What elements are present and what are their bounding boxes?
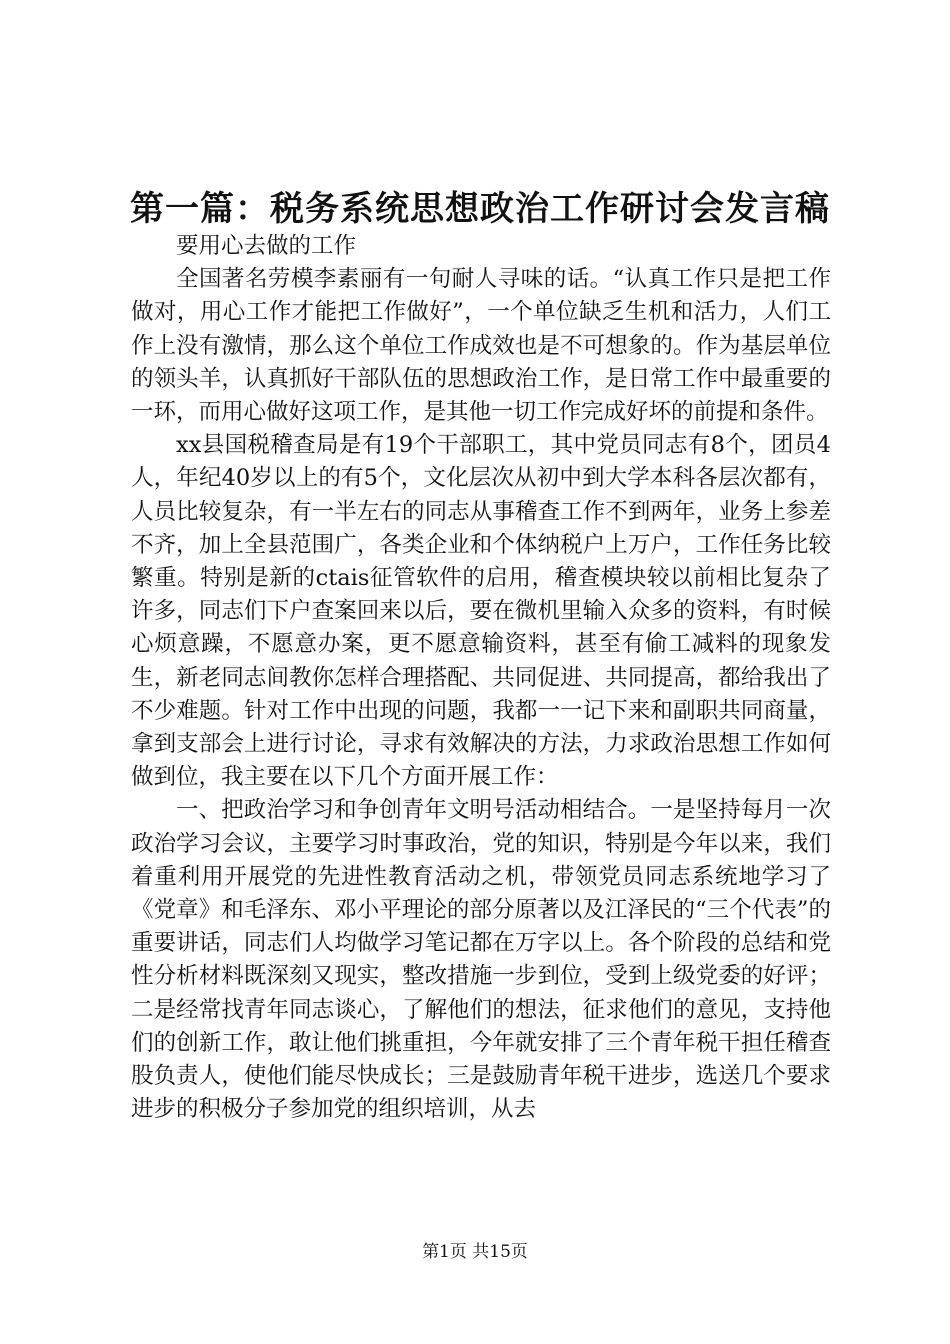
body-paragraph: 全国著名劳模李素丽有一句耐人寻味的话。“认真工作只是把工作做对，用心工作才能把工作做好”，一个单位缺乏生机和活力，人们工作上没有激情，那么这个单位工作成效也是不可想象的。作为基层单位的领头羊，认真抓好干部队伍的思想政治工作，是日常工作中最重要的一环，而用心做好这项工作，是其他一切工作完成好坏的前提和条件。 <box>131 266 831 426</box>
document-subtitle: 要用心去做的工作 <box>176 233 357 259</box>
document-title: 第一篇：税务系统思想政治工作研讨会发言稿 <box>130 189 830 229</box>
document-body <box>131 230 831 1126</box>
page-number-footer: 第1页 共15页 <box>422 1242 528 1262</box>
body-paragraph: xx县国税稽查局是有19个干部职工，其中党员同志有8个，团员4人，年纪40岁以上的有5个，文化层次从初中到大学本科各层次都有，人员比较复杂，有一半左右的同志从事稽查工作不到两年，业务上参差不齐，加上全县范围广，各类企业和个体纳税户上万户，工作任务比较繁重。特别是新的ctais征管软件的启用，稽查模块较以前相比复杂了许多，同志们下户查案回来以后，要在微机里输入众多的资料，有时候心烦意躁，不愿意办案，更不愿意输资料，甚至有偷工减料的现象发生，新老同志间教你怎样合理搭配、共同促进、共同提高，都给我出了不少难题。针对工作中出现的问题，我都一一记下来和副职共同商量，拿到支部会上进行讨论，寻求有效解决的方法，力求政治思想工作如何做到位，我主要在以下几个方面开展工作： <box>131 432 831 791</box>
body-paragraph: 一、把政治学习和争创青年文明号活动相结合。一是坚持每月一次政治学习会议，主要学习时事政治，党的知识，特别是今年以来，我们着重利用开展党的先进性教育活动之机，带领党员同志系统地学习了《党章》和毛泽东、邓小平理论的部分原著以及江泽民的“三个代表”的重要讲话，同志们人均做学习笔记都在万字以上。各个阶段的总结和党性分析材料既深刻又现实，整改措施一步到位，受到上级党委的好评；二是经常找青年同志谈心，了解他们的想法，征求他们的意见，支持他们的创新工作，敢让他们挑重担，今年就安排了三个青年税干担任稽查股负责人，使他们能尽快成长；三是鼓励青年税干进步，选送几个要求进步的积极分子参加党的组织培训，从去 <box>131 797 831 1123</box>
